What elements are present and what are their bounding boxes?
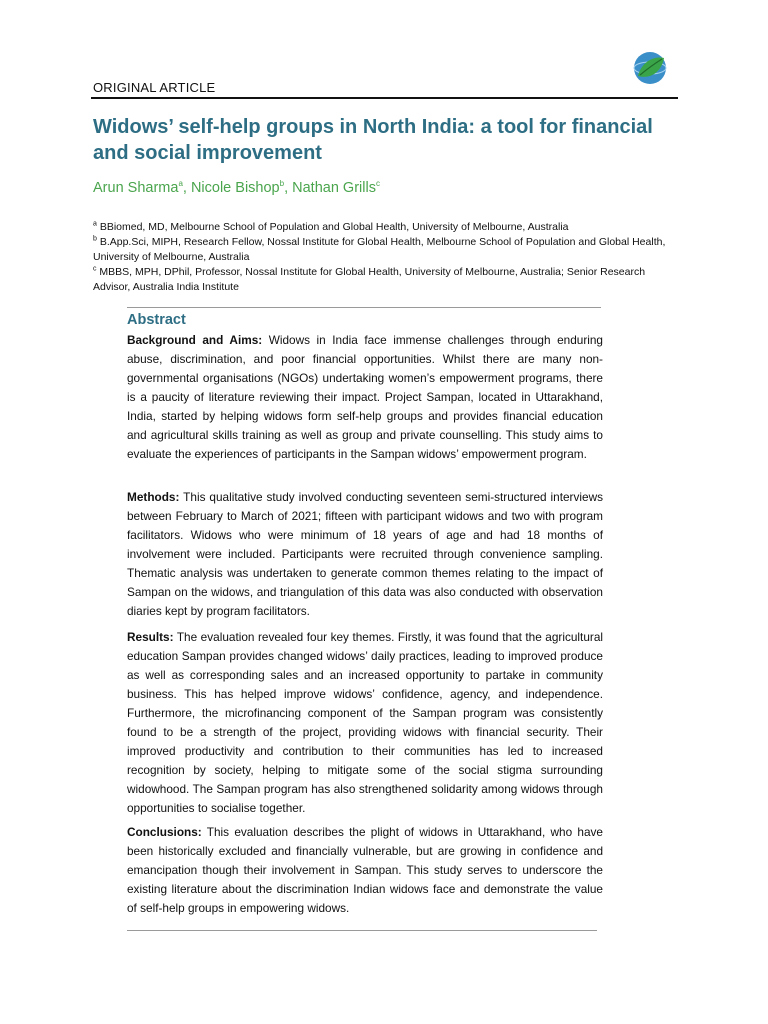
abstract-background-paragraph: [127, 331, 603, 464]
author-name: Nicole Bishop: [190, 180, 280, 196]
section-text-methods: This qualitative study involved conducting seventeen semi-structured interviews between February to March of 2021; fifteen with participant widows and two with program facilitators. Widows who were minimum of 18 years of age and had 18 months of involvement were included. Participants were recruited through convenience sampling. Thematic analysis was undertaken to generate common themes relating to the impact of Sampan on the widows, and triangulation of this data was also conducted with observation diaries kept by program facilitators.: [127, 490, 603, 618]
affiliation-mark: a: [93, 220, 97, 228]
affiliation-text: BBiomed, MD, Melbourne School of Population and Global Health, University of Melbourne, Australia: [99, 221, 569, 233]
author-mark: c: [375, 179, 380, 189]
globe-leaf-logo-icon: [632, 50, 668, 86]
abstract-bottom-divider: [127, 930, 597, 931]
author-mark: a: [178, 179, 183, 189]
section-label-results: Results:: [127, 630, 174, 644]
abstract-heading: Abstract: [127, 312, 186, 328]
author-list: Arun Sharma$^a$, Nicole Bishop$^b$, Nathan Grills$^c$: [93, 179, 380, 196]
abstract-results-paragraph: [127, 628, 603, 818]
section-label-methods: Methods:: [127, 490, 180, 504]
author-name: Nathan Grills: [292, 180, 376, 196]
section-label-conclusions: Conclusions:: [127, 825, 202, 839]
author-name: Arun Sharma: [93, 180, 179, 196]
section-text-results: The evaluation revealed four key themes. Firstly, it was found that the agricultural education Sampan provides changed widows’ daily practices, leading to improved produce as well as corresponding sales and an increased opportunity to partake in community business. This has helped improve widows’ confidence, agency, and independence. Furthermore, the microfinancing component of the Sampan program was consistently found to be a strength of the project, providing widows with financial security. Their improved productivity and contribution to their communities has led to increased recognition by society, helping to mitigate some of the social stigma surrounding widowhood. The Sampan program has also strengthened solidarity among widows through opportunities to socialise together.: [127, 630, 603, 815]
section-text-background: Widows in India face immense challenges through enduring abuse, discrimination, and poor financial opportunities. Whilst there are many non-governmental organisations (NGOs) undertaking women’s empowerment programs, there is a paucity of literature reviewing their impact. Project Sampan, located in Uttarakhand, India, started by helping widows form self-help groups and provides financial education and agricultural skills training as well as group and private counselling. This study aims to evaluate the experiences of participants in the Sampan widows’ empowerment program.: [127, 333, 603, 461]
affiliation: [93, 220, 678, 235]
affiliation: [93, 265, 678, 295]
section-label-background: Background and Aims:: [127, 333, 263, 347]
header-divider: [91, 97, 678, 99]
affiliation-mark: b: [93, 235, 97, 243]
abstract-methods-paragraph: [127, 488, 603, 621]
abstract-top-divider: [127, 307, 601, 308]
affiliation-mark: c: [93, 265, 97, 273]
affiliation: [93, 235, 678, 265]
section-label: ORIGINAL ARTICLE: [93, 80, 216, 95]
author-mark: b: [279, 179, 285, 189]
section-text-conclusions: This evaluation describes the plight of widows in Uttarakhand, who have been historically excluded and financially vulnerable, but are growing in confidence and emancipation though their involvement in Sampan. This study serves to underscore the existing literature about the discrimination Indian widows face and demonstrate the value of self-help groups in empowering widows.: [127, 825, 603, 915]
abstract-conclusions-paragraph: [127, 823, 603, 918]
affiliation-text: MBBS, MPH, DPhil, Professor, Nossal Institute for Global Health, University of Melbourne, Australia; Senior Research Advisor, Australia India Institute: [93, 266, 646, 293]
article-title: Widows’ self-help groups in North India: a tool for financial and social improvement: [93, 116, 653, 164]
affiliation-text: B.App.Sci, MIPH, Research Fellow, Nossal Institute for Global Health, Melbourne School of Population and Global Health, University of Melbourne, Australia: [93, 236, 666, 263]
